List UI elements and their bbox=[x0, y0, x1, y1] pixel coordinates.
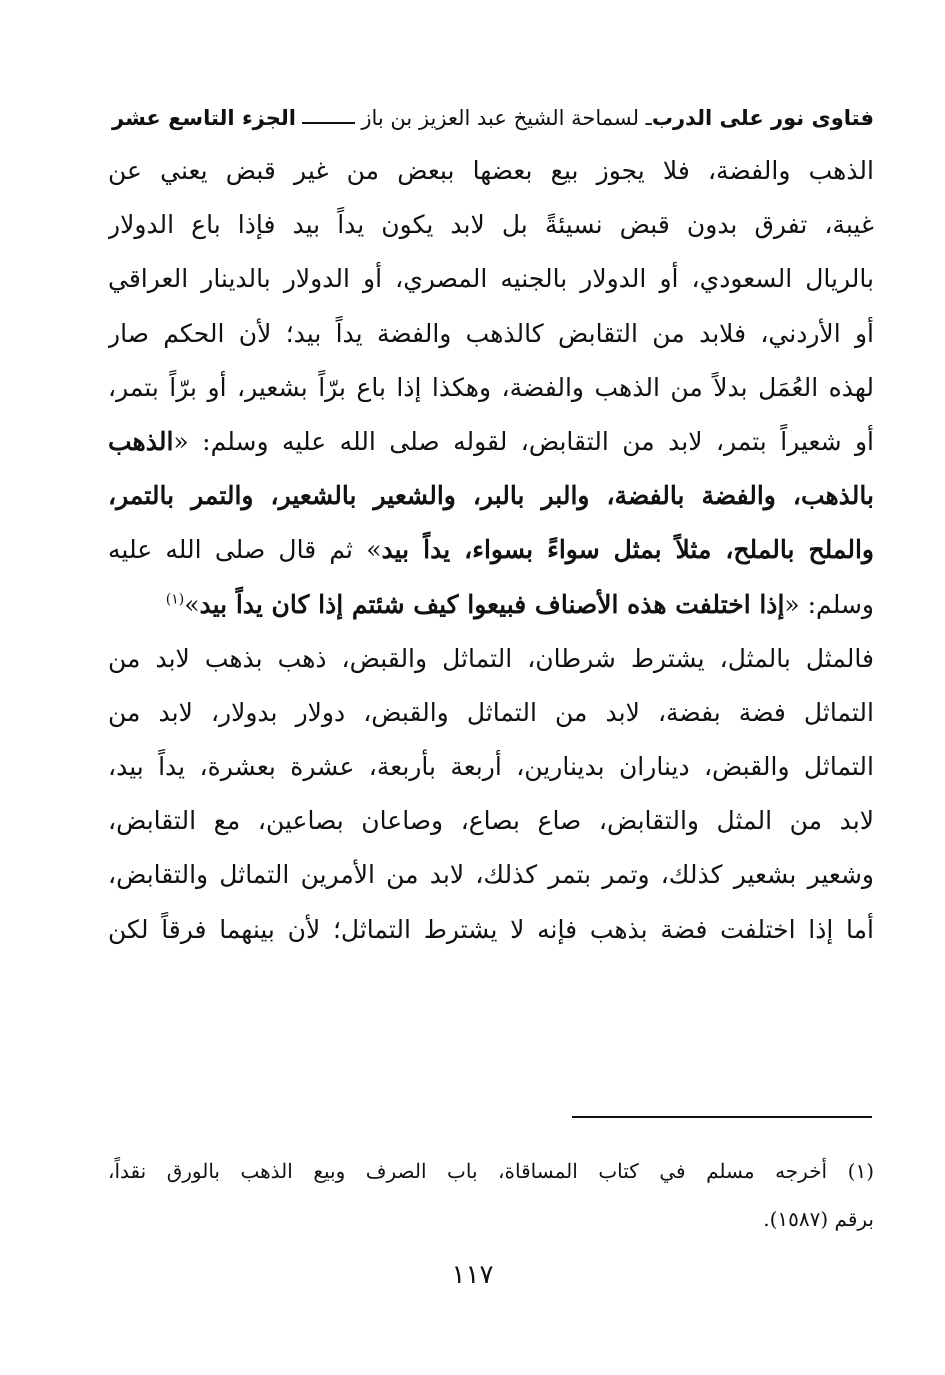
text-line: بالريال السعودي، أو الدولار بالجنيه المصري، أو الدولار بالدينار العراقي bbox=[108, 264, 874, 294]
text-line: أما إذا اختلفت فضة بذهب فإنه لا يشترط التماثل؛ لأن بينهما فرقاً لكن bbox=[108, 914, 874, 944]
header-rule bbox=[302, 112, 355, 124]
footnote-line: برقم (١٥٨٧). bbox=[763, 1207, 874, 1231]
page-number: ١١٧ bbox=[451, 1260, 494, 1290]
hadith-text: والملح بالملح، مثلاً بمثل سواءً بسواء، يداً بيد bbox=[381, 535, 874, 565]
text-line: غيبة، تفرق بدون قبض نسيئةً بل لابد يكون يداً بيد فإذا باع الدولار bbox=[108, 210, 874, 240]
text-line: لهذه العُمَل بدلاً من الذهب والفضة، وهكذا إذا باع برّاً بشعير، أو برّاً بتمر، bbox=[108, 372, 874, 402]
text-line: وشعير بشعير كذلك، وتمر بتمر كذلك، لابد من الأمرين التماثل والتقابض، bbox=[108, 860, 874, 890]
text-run: أو شعيراً بتمر، لابد من التقابض، لقوله صلى الله عليه وسلم: « bbox=[173, 426, 874, 456]
running-header bbox=[112, 100, 874, 136]
text-line bbox=[108, 578, 874, 632]
hadith-text: إذا اختلفت هذه الأصناف فبيعوا كيف شئتم إذا كان يداً بيد bbox=[199, 589, 785, 619]
text-run: » bbox=[184, 589, 200, 619]
fatwa-body bbox=[108, 144, 874, 957]
text-line: فالمثل بالمثل، يشترط شرطان، التماثل والقبض، ذهب بذهب لابد من bbox=[108, 643, 874, 673]
header-book-title: فتاوى نور على الدرب bbox=[651, 106, 874, 130]
footnote-line: (١) أخرجه مسلم في كتاب المساقاة، باب الصرف وبيع الذهب بالورق نقداً، bbox=[108, 1159, 874, 1183]
header-part: الجزء التاسع عشر bbox=[112, 106, 296, 130]
text-line: التماثل فضة بفضة، لابد من التماثل والقبض، دولار بدولار، لابد من bbox=[108, 697, 874, 727]
hadith-line: بالذهب، والفضة بالفضة، والبر بالبر، والشعير بالشعير، والتمر بالتمر، bbox=[108, 481, 874, 511]
footnote bbox=[108, 1147, 874, 1243]
hadith-text: الذهب bbox=[108, 426, 174, 456]
header-author: ـ لسماحة الشيخ عبد العزيز بن باز bbox=[361, 106, 652, 130]
text-line: الذهب والفضة، فلا يجوز بيع بعضها ببعض من غير قبض يعني عن bbox=[108, 156, 874, 185]
text-run: وسلم: « bbox=[784, 589, 874, 619]
text-line: التماثل والقبض، ديناران بدينارين، أربعة بأربعة، عشرة بعشرة، يداً بيد، bbox=[108, 752, 874, 782]
text-line: أو الأردني، فلابد من التقابض كالذهب والفضة يداً بيد؛ لأن الحكم صار bbox=[108, 318, 874, 348]
text-line: لابد من المثل والتقابض، صاع بصاع، وصاعان بصاعين، مع التقابض، bbox=[108, 806, 874, 836]
text-line bbox=[108, 523, 874, 577]
footnote-reference[interactable]: (١) bbox=[165, 591, 185, 608]
text-line bbox=[108, 415, 874, 469]
text-run: » ثم قال صلى الله عليه bbox=[108, 535, 382, 565]
footnote-separator bbox=[572, 1116, 872, 1118]
